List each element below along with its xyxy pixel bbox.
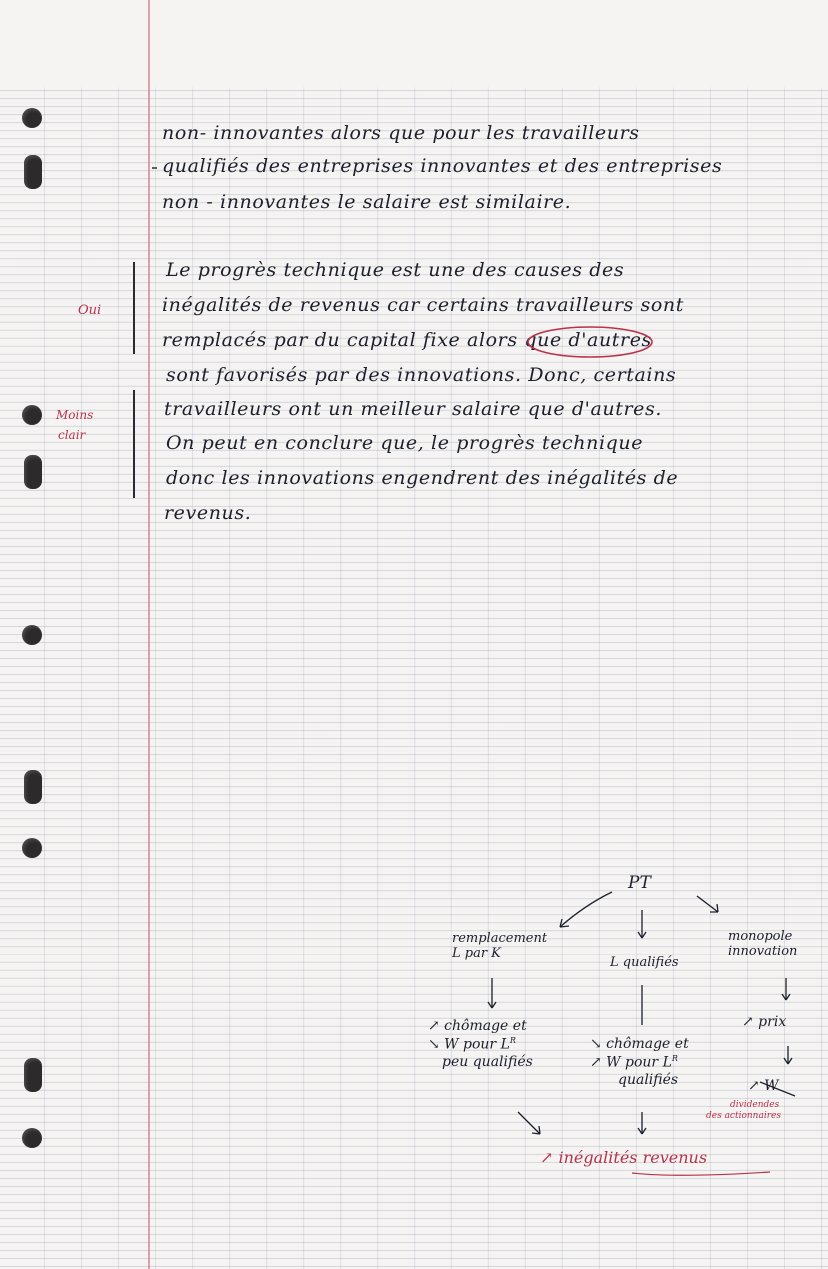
text-line: non - innovantes le salaire est similaire. — [162, 191, 572, 213]
text-line: inégalités de revenus car certains travailleurs sont — [162, 294, 684, 316]
diagram-left-effect — [428, 1018, 558, 1071]
diagram-right-head — [728, 930, 824, 960]
diagram-red-text: des actionnaires — [706, 1110, 781, 1121]
margin-note: Oui — [78, 303, 102, 318]
text-line: remplacés par du capital fixe alors que d'autres — [162, 329, 652, 351]
diagram-text: ↘ chômage et — [590, 1036, 689, 1052]
diagram-text: peu qualifiés — [442, 1053, 533, 1070]
diagram-superscript: R — [671, 1053, 678, 1063]
text-line: donc les innovations engendrent des inégalités de — [166, 467, 679, 489]
diagram-text: qualifiés — [618, 1071, 679, 1088]
margin-note: Moins — [56, 408, 94, 422]
text-line: travailleurs ont un meilleur salaire que d'autres. — [164, 398, 662, 420]
diagram-text: monopole — [728, 929, 793, 944]
diagram-result: ↗ inégalités revenus — [540, 1148, 708, 1167]
text-line: revenus. — [164, 502, 252, 524]
diagram-text: ↘ W pour L — [428, 1036, 510, 1053]
margin-note: clair — [58, 428, 86, 442]
text-line: non- innovantes alors que pour les travailleurs — [162, 122, 640, 144]
diagram-middle-effect — [590, 1036, 720, 1089]
text-line: qualifiés des entreprises innovantes et des entreprises — [162, 155, 723, 177]
arrow-left-result — [518, 1112, 540, 1134]
diagram-middle-head: L qualifiés — [610, 955, 679, 970]
diagram-text: remplacement — [452, 931, 548, 946]
diagram-text: L par K — [452, 945, 501, 961]
diagram-red-text: dividendes — [730, 1100, 780, 1110]
diagram-right-effect-2: ↗ W — [748, 1078, 779, 1094]
diagram-text: ↗ chômage et — [428, 1018, 527, 1034]
diagram-right-effect-1: ↗ prix — [742, 1014, 787, 1030]
diagram-text: ↗ W pour L — [590, 1054, 672, 1071]
arrow-root-left — [560, 892, 612, 927]
arrow-root-right — [697, 896, 718, 912]
diagram-red-note — [706, 1100, 781, 1122]
diagram-left-head — [452, 932, 562, 962]
text-line: sont favorisés par des innovations. Donc, certains — [166, 364, 677, 386]
text-line: Le progrès technique est une des causes des — [166, 259, 625, 281]
diagram-text: innovation — [728, 943, 798, 959]
diagram-superscript: R — [509, 1035, 516, 1045]
diagram-root: PT — [628, 873, 651, 893]
circle-annotation — [528, 327, 652, 357]
text-line: On peut en conclure que, le progrès technique — [166, 432, 644, 454]
result-underline — [632, 1172, 770, 1175]
